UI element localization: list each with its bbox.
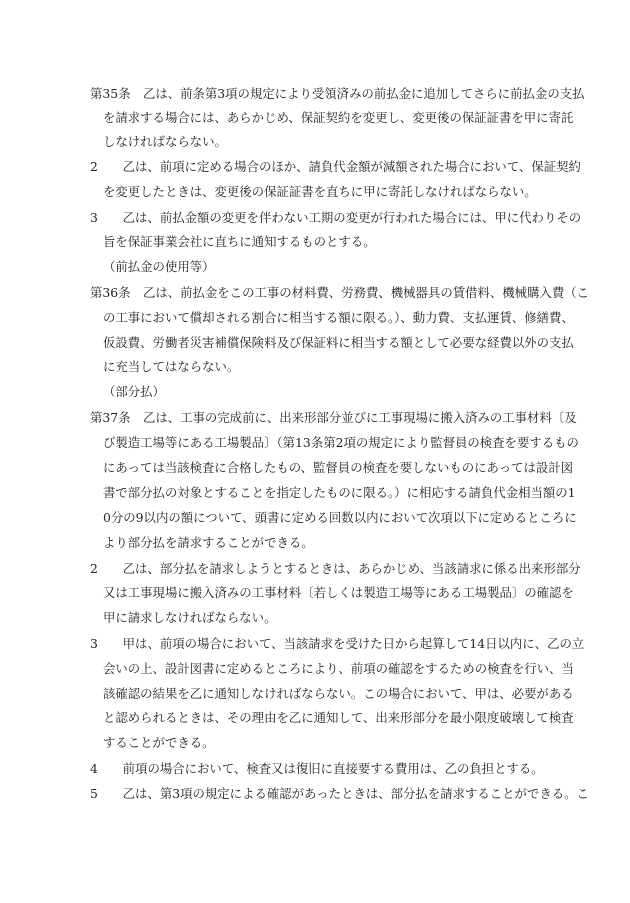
article-37-para-5-line-1: 5 乙は、第3項の規定による確認があったときは、部分払を請求することができる。こ bbox=[90, 786, 589, 801]
article-37-para-3-line-4: と認められるときは、その理由を乙に通知して、出来形部分を最小限度破壊して検査 bbox=[103, 710, 574, 725]
article-35-para-2-line-1: 2 乙は、前項に定める場合のほか、請負代金額が減額された場合において、保証契約 bbox=[90, 159, 581, 174]
article-37-para-2-line-1: 2 乙は、部分払を請求しようとするときは、あらかじめ、当該請求に係る出来形部分 bbox=[90, 561, 581, 576]
article-35-para-2-line-2: を変更したときは、変更後の保証証書を直ちに甲に寄託しなければならない。 bbox=[103, 184, 537, 199]
article-35-para-3-line-2: 旨を保証事業会社に直ちに通知するものとする。 bbox=[103, 234, 376, 249]
article-37-line-4: 書で部分払の対象とすることを指定したものに限る。）に相応する請負代金相当額の1 bbox=[103, 485, 576, 500]
article-36-line-4: に充当してはならない。 bbox=[103, 359, 240, 374]
article-37-para-4-line-1: 4 前項の場合において、検査又は復旧に直接要する費用は、乙の負担とする。 bbox=[90, 761, 544, 776]
article-35-line-1: 第35条 乙は、前条第3項の規定により受領済みの前払金に追加してさらに前払金の支払 bbox=[90, 86, 585, 101]
article-35-line-3: しなければならない。 bbox=[103, 134, 227, 149]
article-37-line-2: び製造工場等にある工場製品〕（第13条第2項の規定により監督員の検査を要するもの bbox=[103, 435, 579, 450]
section-heading-partial-payment: （部分払） bbox=[103, 384, 165, 399]
article-37-line-1: 第37条 乙は、工事の完成前に、出来形部分並びに工事現場に搬入済みの工事材料〔及 bbox=[90, 410, 577, 425]
article-36-line-1: 第36条 乙は、前払金をこの工事の材料費、労務費、機械器具の賃借料、機械購入費（こ bbox=[90, 285, 590, 300]
article-37-line-5: 0分の9以内の額について、頭書に定める回数以内において次項以下に定めるところに bbox=[103, 510, 577, 525]
article-37-para-2-line-3: 甲に請求しなければならない。 bbox=[103, 610, 277, 625]
article-36-line-2: の工事において償却される割合に相当する額に限る。）、動力費、支払運賃、修繕費、 bbox=[103, 310, 574, 325]
article-37-para-3-line-3: 該確認の結果を乙に通知しなければならない。この場合において、甲は、必要がある bbox=[103, 686, 574, 701]
article-36-line-3: 仮設費、労働者災害補償保険料及び保証料に相当する額として必要な経費以外の支払 bbox=[103, 335, 574, 350]
section-heading-advance-use: （前払金の使用等） bbox=[103, 259, 215, 274]
article-37-para-3-line-2: 会いの上、設計図書に定めるところにより、前項の確認をするための検査を行い、当 bbox=[103, 661, 574, 676]
article-37-para-3-line-5: することができる。 bbox=[103, 735, 215, 750]
article-35-line-2: を請求する場合には、あらかじめ、保証契約を変更し、変更後の保証証書を甲に寄託 bbox=[103, 110, 574, 125]
article-35-para-3-line-1: 3 乙は、前払金額の変更を伴わない工期の変更が行われた場合には、甲に代わりその bbox=[90, 210, 582, 225]
article-37-line-3: にあっては当該検査に合格したもの、監督員の検査を要しないものにあっては設計図 bbox=[103, 460, 574, 475]
article-37-para-3-line-1: 3 甲は、前項の場合において、当該請求を受けた日から起算して14日以内に、乙の立 bbox=[90, 636, 585, 651]
article-37-para-2-line-2: 又は工事現場に搬入済みの工事材料〔若しくは製造工場等にある工場製品〕の確認を bbox=[103, 585, 574, 600]
article-37-line-6: より部分払を請求することができる。 bbox=[103, 535, 314, 550]
